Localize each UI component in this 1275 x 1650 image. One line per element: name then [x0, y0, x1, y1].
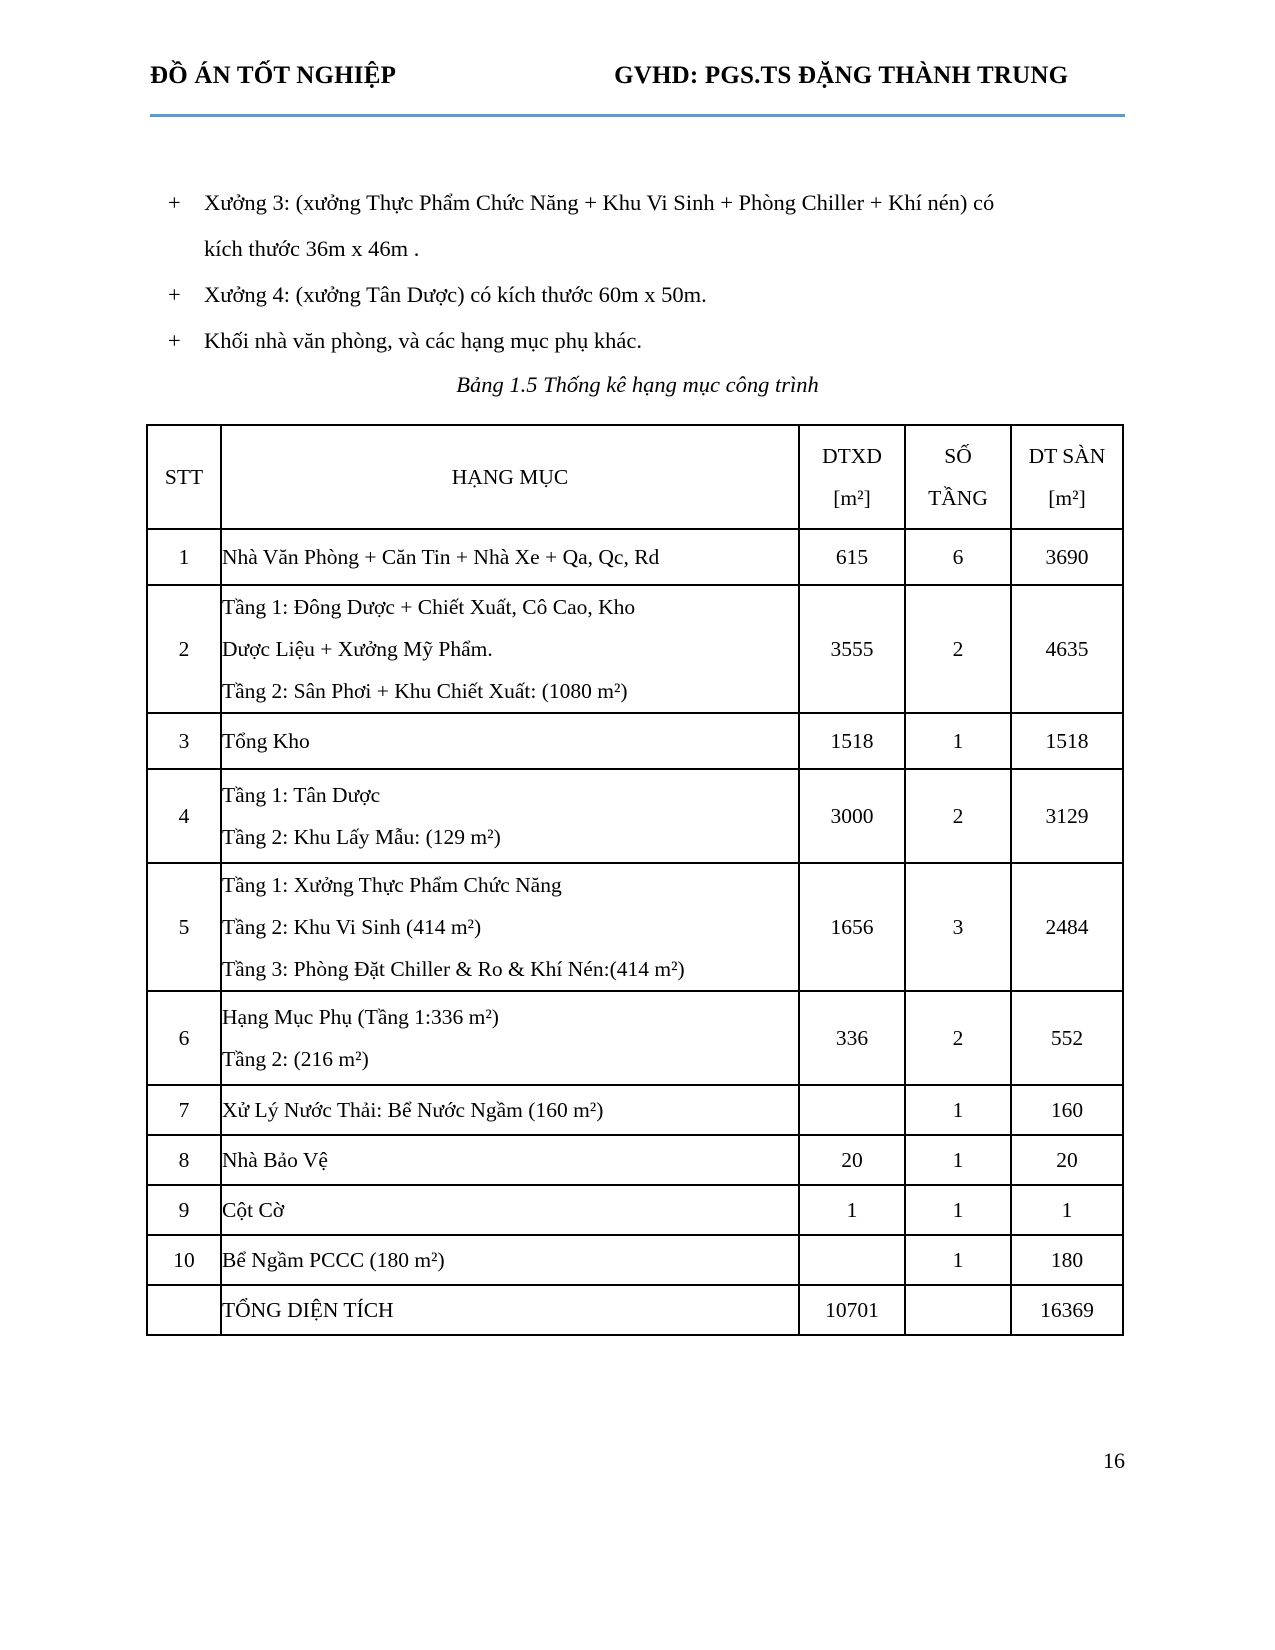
bullet-line-1: Xưởng 4: (xưởng Tân Dược) có kích thước 60m x 50m.: [204, 282, 707, 307]
row-index: 5: [147, 863, 221, 991]
header-titles: [150, 62, 1125, 90]
total-row-index: [147, 1285, 221, 1335]
bullet-line-1: Xưởng 3: (xưởng Thực Phẩm Chức Năng + Khu Vi Sinh + Phòng Chiller + Khí nén) có: [204, 190, 995, 215]
total-row-label: [221, 1285, 799, 1335]
column-header-floor-area-line1: DT SÀN: [1028, 444, 1106, 468]
row-item-line: Cột Cờ: [222, 1198, 285, 1222]
list-item: [168, 180, 1120, 272]
row-floors: 2: [905, 585, 1011, 713]
row-dtxd: 1: [799, 1185, 905, 1235]
total-floors: [905, 1285, 1011, 1335]
row-item-line: Tầng 2: Khu Lấy Mẫu: (129 m²): [222, 825, 501, 849]
row-item-line: Hạng Mục Phụ (Tầng 1:336 m²): [222, 1005, 499, 1029]
row-floor-area: 3129: [1011, 769, 1123, 863]
column-header-floor-area: [1011, 425, 1123, 529]
row-item-line: Xử Lý Nước Thải: Bể Nước Ngầm (160 m²): [222, 1098, 604, 1122]
row-floors: 2: [905, 769, 1011, 863]
row-item-line: Tổng Kho: [222, 729, 310, 753]
row-index: 3: [147, 713, 221, 769]
row-item-line: Bể Ngầm PCCC (180 m²): [222, 1248, 445, 1272]
row-floor-area: 180: [1011, 1235, 1123, 1285]
row-floors: 1: [905, 1235, 1011, 1285]
total-row-label-text: TỔNG DIỆN TÍCH: [222, 1298, 394, 1322]
table-row: [147, 991, 1123, 1085]
row-item: [221, 529, 799, 585]
table-row: [147, 585, 1123, 713]
header-right-title: GVHD: PGS.TS ĐẶNG THÀNH TRUNG: [614, 62, 1069, 89]
row-item: [221, 769, 799, 863]
row-floor-area: 1518: [1011, 713, 1123, 769]
row-floors: 1: [905, 1135, 1011, 1185]
table-row: [147, 1235, 1123, 1285]
column-header-dtxd-unit: [m²]: [833, 486, 871, 510]
row-item-line: Tầng 1: Tân Dược: [222, 783, 381, 807]
row-item: [221, 1085, 799, 1135]
row-item: [221, 585, 799, 713]
row-index: 6: [147, 991, 221, 1085]
row-item-line: Dược Liệu + Xưởng Mỹ Phẩm.: [222, 637, 493, 661]
row-index: 4: [147, 769, 221, 863]
row-item-line: Nhà Văn Phòng + Căn Tin + Nhà Xe + Qa, Qc, Rd: [222, 545, 660, 569]
row-index: 2: [147, 585, 221, 713]
header-left-title: ĐỒ ÁN TỐT NGHIỆP: [150, 62, 397, 89]
row-item: [221, 863, 799, 991]
row-dtxd: 336: [799, 991, 905, 1085]
row-dtxd: [799, 1235, 905, 1285]
row-item: [221, 991, 799, 1085]
row-floors: 3: [905, 863, 1011, 991]
row-index: 9: [147, 1185, 221, 1235]
column-header-item: HẠNG MỤC: [221, 425, 799, 529]
bullet-text: [204, 180, 1120, 272]
row-item-line: Tầng 2: (216 m²): [222, 1047, 369, 1071]
list-item: [168, 318, 1120, 364]
bullet-list: [168, 180, 1120, 364]
bullet-marker: +: [168, 282, 181, 307]
row-floors: 1: [905, 1085, 1011, 1135]
row-floor-area: 552: [1011, 991, 1123, 1085]
bullet-text: [204, 318, 1120, 364]
row-floor-area: 3690: [1011, 529, 1123, 585]
row-dtxd: 615: [799, 529, 905, 585]
column-header-dtxd-line1: DTXD: [822, 444, 882, 468]
bullet-marker: +: [168, 190, 181, 215]
row-item-line: Nhà Bảo Vệ: [222, 1148, 328, 1172]
statistics-table-wrapper: [146, 424, 1122, 1336]
row-index: 1: [147, 529, 221, 585]
row-index: 7: [147, 1085, 221, 1135]
total-floor-area: 16369: [1011, 1285, 1123, 1335]
row-floors: 2: [905, 991, 1011, 1085]
row-floors: 1: [905, 1185, 1011, 1235]
table-row: [147, 1085, 1123, 1135]
column-header-floors-line1: SỐ: [944, 444, 972, 468]
total-dtxd: 10701: [799, 1285, 905, 1335]
row-item: [221, 1185, 799, 1235]
row-dtxd: 3555: [799, 585, 905, 713]
row-index: 8: [147, 1135, 221, 1185]
row-dtxd: 1518: [799, 713, 905, 769]
row-item: [221, 1135, 799, 1185]
row-item-line: Tầng 2: Khu Vi Sinh (414 m²): [222, 915, 482, 939]
row-item-line: Tầng 3: Phòng Đặt Chiller & Ro & Khí Nén:(414 m²): [222, 957, 685, 981]
bullet-text: [204, 272, 1120, 318]
column-header-floors-line2: TẦNG: [928, 486, 988, 510]
row-item-line: Tầng 1: Xưởng Thực Phẩm Chức Năng: [222, 873, 562, 897]
table-header-row: [147, 425, 1123, 529]
row-dtxd: 20: [799, 1135, 905, 1185]
table-row: [147, 863, 1123, 991]
row-dtxd: 3000: [799, 769, 905, 863]
row-item-line: Tầng 2: Sân Phơi + Khu Chiết Xuất: (1080 m²): [222, 679, 628, 703]
column-header-floor-area-unit: [m²]: [1048, 486, 1086, 510]
row-item: [221, 713, 799, 769]
list-item: [168, 272, 1120, 318]
table-row: [147, 1135, 1123, 1185]
page-header: [150, 62, 1125, 90]
statistics-table: [146, 424, 1124, 1336]
column-header-floors: [905, 425, 1011, 529]
row-index: 10: [147, 1235, 221, 1285]
column-header-stt: STT: [147, 425, 221, 529]
bullet-line-2: kích thước 36m x 46m .: [204, 236, 420, 261]
row-floor-area: 1: [1011, 1185, 1123, 1235]
table-caption: Bảng 1.5 Thống kê hạng mục công trình: [456, 372, 819, 397]
row-item-line: Tầng 1: Đông Dược + Chiết Xuất, Cô Cao, Kho: [222, 595, 636, 619]
bullet-line-1: Khối nhà văn phòng, và các hạng mục phụ khác.: [204, 328, 642, 353]
row-dtxd: 1656: [799, 863, 905, 991]
row-floor-area: 4635: [1011, 585, 1123, 713]
column-header-dtxd: [799, 425, 905, 529]
row-dtxd: [799, 1085, 905, 1135]
row-floors: 6: [905, 529, 1011, 585]
header-divider-rule: [150, 114, 1125, 117]
table-row: [147, 529, 1123, 585]
table-row: [147, 713, 1123, 769]
row-floor-area: 2484: [1011, 863, 1123, 991]
row-item: [221, 1235, 799, 1285]
table-row: [147, 769, 1123, 863]
row-floors: 1: [905, 713, 1011, 769]
table-total-row: [147, 1285, 1123, 1335]
table-row: [147, 1185, 1123, 1235]
bullet-marker: +: [168, 328, 181, 353]
row-floor-area: 160: [1011, 1085, 1123, 1135]
row-floor-area: 20: [1011, 1135, 1123, 1185]
page-number: 16: [1103, 1448, 1125, 1473]
